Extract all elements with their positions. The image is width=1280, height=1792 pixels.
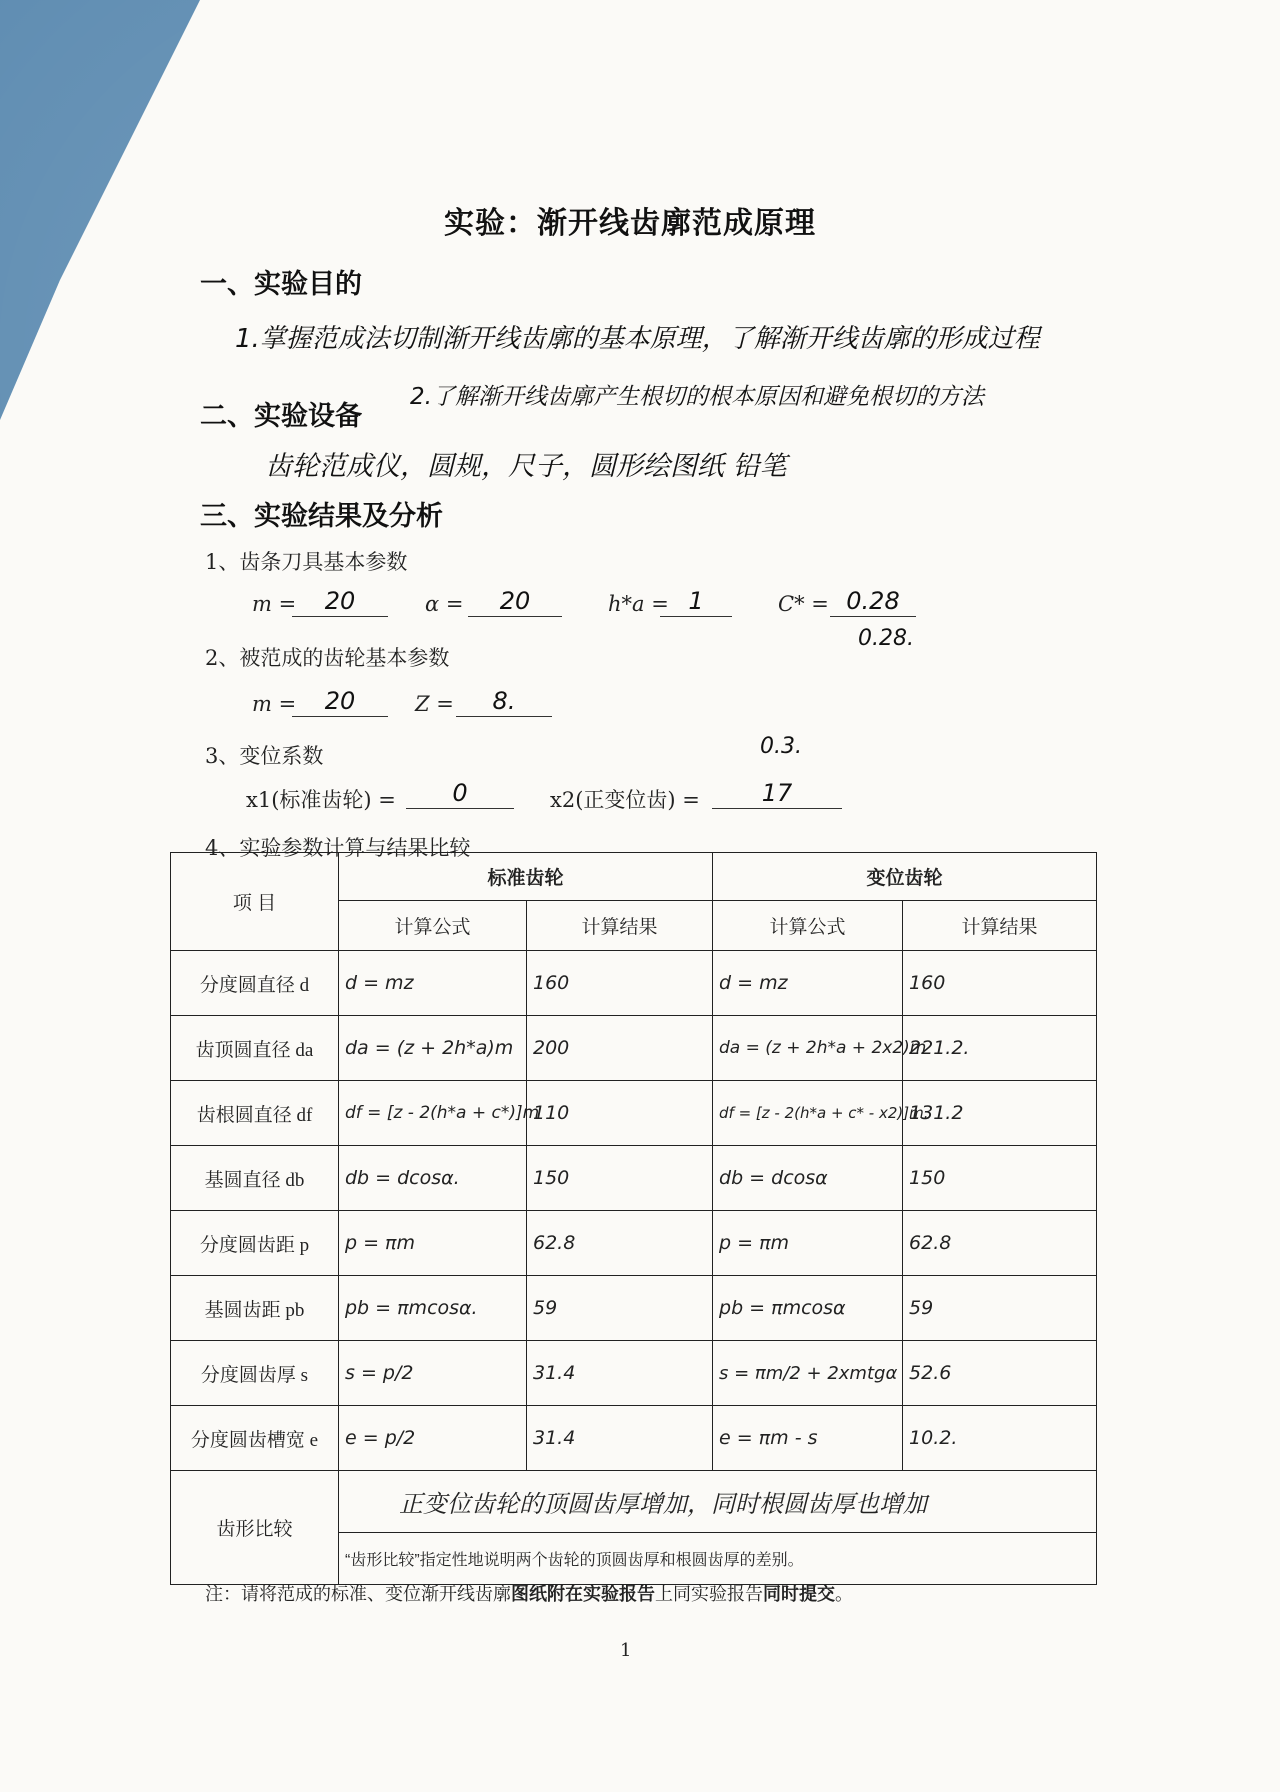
mod-formula: da = (z + 2h*a + 2x2)m bbox=[713, 1016, 903, 1081]
mod-formula: s = πm/2 + 2xmtgα bbox=[713, 1341, 903, 1406]
compare-hint: “齿形比较”指定性地说明两个齿轮的顶圆齿厚和根圆齿厚的差别。 bbox=[339, 1533, 1097, 1585]
row-label: 齿根圆直径 df bbox=[171, 1081, 339, 1146]
tool-ha-value: 1 bbox=[688, 587, 704, 615]
gear-z-blank bbox=[456, 686, 552, 717]
std-formula: da = (z + 2h*a)m bbox=[339, 1016, 527, 1081]
item3-label: 3、变位系数 bbox=[205, 744, 324, 768]
table-row bbox=[171, 1081, 1097, 1146]
std-result: 62.8 bbox=[527, 1211, 713, 1276]
header-modified-gear: 变位齿轮 bbox=[713, 853, 1097, 901]
std-result: 31.4 bbox=[527, 1406, 713, 1471]
header-std-formula: 计算公式 bbox=[339, 901, 527, 951]
header-standard-gear: 标准齿轮 bbox=[339, 853, 713, 901]
std-result: 150 bbox=[527, 1146, 713, 1211]
mod-formula: p = πm bbox=[713, 1211, 903, 1276]
section1-heading: 一、实验目的 bbox=[200, 269, 362, 300]
table-row bbox=[171, 1341, 1097, 1406]
row-label: 基圆齿距 pb bbox=[171, 1276, 339, 1341]
std-result: 110 bbox=[527, 1081, 713, 1146]
tool-c-blank bbox=[830, 586, 916, 617]
table-row bbox=[171, 1406, 1097, 1471]
std-formula: p = πm bbox=[339, 1211, 527, 1276]
mod-result: 62.8 bbox=[903, 1211, 1097, 1276]
footer-note bbox=[205, 1580, 853, 1606]
mod-result: 160 bbox=[903, 951, 1097, 1016]
row-label: 基圆直径 db bbox=[171, 1146, 339, 1211]
mod-result: 221.2. bbox=[903, 1016, 1097, 1081]
mod-formula: pb = πmcosα bbox=[713, 1276, 903, 1341]
row-label: 分度圆齿距 p bbox=[171, 1211, 339, 1276]
note-prefix: 注：请将范成的标准、变位渐开线齿廓 bbox=[205, 1584, 511, 1604]
x2-note: 0.3. bbox=[760, 734, 802, 759]
gear-m-blank bbox=[292, 686, 388, 717]
tool-c-note: 0.28. bbox=[858, 626, 914, 651]
tool-alpha-value: 20 bbox=[499, 587, 531, 615]
item2-label: 2、被范成的齿轮基本参数 bbox=[205, 646, 450, 670]
mod-formula: e = πm - s bbox=[713, 1406, 903, 1471]
std-result: 31.4 bbox=[527, 1341, 713, 1406]
note-bold-1: 图纸附在实验报告 bbox=[511, 1584, 655, 1604]
tool-ha-blank bbox=[660, 586, 732, 617]
std-formula: df = [z - 2(h*a + c*)]m bbox=[339, 1081, 527, 1146]
page-number: 1 bbox=[620, 1640, 632, 1661]
std-formula: e = p/2 bbox=[339, 1406, 527, 1471]
item4-label: 4、实验参数计算与结果比较 bbox=[205, 836, 471, 860]
gear-m-value: 20 bbox=[324, 687, 356, 715]
note-suffix: 。 bbox=[835, 1584, 853, 1604]
compare-text: 正变位齿轮的顶圆齿厚增加，同时根圆齿厚也增加 bbox=[339, 1471, 1097, 1533]
table-row bbox=[171, 1276, 1097, 1341]
std-formula: db = dcosα. bbox=[339, 1146, 527, 1211]
mod-result: 59 bbox=[903, 1276, 1097, 1341]
item1-label: 1、齿条刀具基本参数 bbox=[205, 550, 408, 574]
header-item: 项 目 bbox=[171, 853, 339, 951]
gear-z-value: 8. bbox=[492, 687, 516, 715]
tool-c-value: 0.28 bbox=[846, 587, 900, 615]
x2-blank bbox=[712, 778, 842, 809]
x2-value: 17 bbox=[761, 779, 793, 807]
page-title: 实验：渐开线齿廓范成原理 bbox=[444, 206, 816, 241]
note-bold-2: 同时提交 bbox=[763, 1584, 835, 1604]
table-row bbox=[171, 1016, 1097, 1081]
tool-m-blank bbox=[292, 586, 388, 617]
section1-line2: 2.了解渐开线齿廓产生根切的根本原因和避免根切的方法 bbox=[410, 384, 984, 410]
x1-label: x1(标准齿轮) = bbox=[246, 788, 396, 812]
row-label: 分度圆齿厚 s bbox=[171, 1341, 339, 1406]
section1-line1: 1.掌握范成法切制渐开线齿廓的基本原理，了解渐开线齿廓的形成过程 bbox=[235, 324, 1040, 354]
std-result: 160 bbox=[527, 951, 713, 1016]
std-formula: pb = πmcosα. bbox=[339, 1276, 527, 1341]
std-result: 200 bbox=[527, 1016, 713, 1081]
row-label: 分度圆直径 d bbox=[171, 951, 339, 1016]
tool-m-value: 20 bbox=[324, 587, 356, 615]
mod-result: 10.2. bbox=[903, 1406, 1097, 1471]
note-middle: 上同实验报告 bbox=[655, 1584, 763, 1604]
table-row bbox=[171, 1211, 1097, 1276]
tool-c-label: C* = bbox=[778, 592, 829, 616]
std-formula: s = p/2 bbox=[339, 1341, 527, 1406]
header-mod-result: 计算结果 bbox=[903, 901, 1097, 951]
results-table bbox=[170, 852, 1097, 1585]
mod-formula: d = mz bbox=[713, 951, 903, 1016]
tool-alpha-label: α = bbox=[425, 592, 464, 616]
section3-heading: 三、实验结果及分析 bbox=[200, 501, 443, 532]
section2-content: 齿轮范成仪，圆规，尺子，圆形绘图纸 铅笔 bbox=[265, 451, 787, 482]
mod-formula: df = [z - 2(h*a + c* - x2)]m. bbox=[713, 1081, 903, 1146]
table-row bbox=[171, 1146, 1097, 1211]
x1-value: 0 bbox=[452, 779, 468, 807]
mod-formula: db = dcosα bbox=[713, 1146, 903, 1211]
tool-ha-label: h*a = bbox=[608, 592, 669, 616]
std-formula: d = mz bbox=[339, 951, 527, 1016]
x2-label: x2(正变位齿) = bbox=[550, 788, 700, 812]
gear-z-label: Z = bbox=[415, 692, 454, 716]
tool-m-label: m = bbox=[252, 592, 297, 616]
mod-result: 150 bbox=[903, 1146, 1097, 1211]
header-mod-formula: 计算公式 bbox=[713, 901, 903, 951]
section2-heading: 二、实验设备 bbox=[200, 401, 362, 432]
gear-m-label: m = bbox=[252, 692, 297, 716]
std-result: 59 bbox=[527, 1276, 713, 1341]
header-std-result: 计算结果 bbox=[527, 901, 713, 951]
row-label: 齿顶圆直径 da bbox=[171, 1016, 339, 1081]
x1-blank bbox=[406, 778, 514, 809]
mod-result: 131.2 bbox=[903, 1081, 1097, 1146]
tool-alpha-blank bbox=[468, 586, 562, 617]
mod-result: 52.6 bbox=[903, 1341, 1097, 1406]
table-row bbox=[171, 951, 1097, 1016]
compare-label: 齿形比较 bbox=[171, 1471, 339, 1585]
row-label: 分度圆齿槽宽 e bbox=[171, 1406, 339, 1471]
